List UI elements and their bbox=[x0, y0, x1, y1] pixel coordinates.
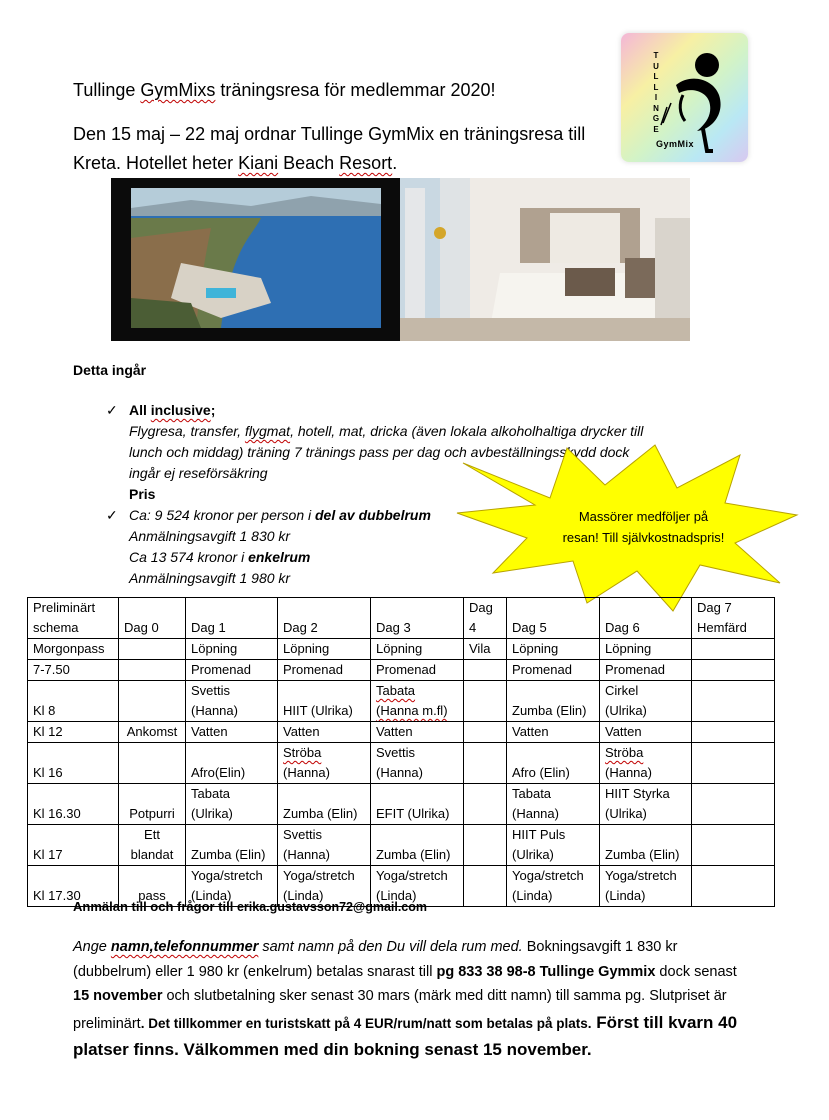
cell-line: Afro (Elin) bbox=[512, 765, 570, 780]
table-cell bbox=[278, 639, 371, 660]
cell-line: Dag 0 bbox=[124, 620, 159, 635]
cell-line bbox=[697, 804, 769, 824]
all-inclusive-title bbox=[129, 400, 746, 421]
booking-paragraph bbox=[73, 935, 753, 1064]
cell-line: Zumba (Elin) bbox=[605, 847, 680, 862]
cell-line bbox=[469, 701, 501, 721]
table-cell bbox=[278, 825, 371, 866]
cell-line: Ett bbox=[144, 827, 160, 842]
table-header-cell bbox=[507, 598, 600, 639]
signup-line bbox=[73, 899, 427, 914]
table-cell bbox=[600, 639, 692, 660]
cell-line: Vatten bbox=[376, 724, 413, 739]
cell-line: Tabata bbox=[512, 786, 552, 801]
cell-line: Löpning bbox=[191, 641, 238, 656]
table-cell bbox=[507, 639, 600, 660]
table-cell bbox=[507, 784, 600, 825]
table-header-cell bbox=[119, 598, 186, 639]
cell-line: Promenad bbox=[283, 662, 343, 677]
booking-text: namn,telefonnummer bbox=[110, 939, 259, 955]
table-row bbox=[28, 639, 775, 660]
logo-letter: G bbox=[652, 114, 660, 123]
table-cell bbox=[692, 660, 775, 681]
table-cell bbox=[28, 825, 119, 866]
table-cell bbox=[371, 722, 464, 743]
table-header-cell bbox=[186, 598, 278, 639]
cell-line bbox=[124, 866, 180, 886]
cell-line: Kl 8 bbox=[33, 703, 56, 718]
cell-line: Morgonpass bbox=[33, 641, 105, 656]
cell-line: (Linda) bbox=[191, 888, 232, 903]
cell-line: Zumba (Elin) bbox=[512, 703, 587, 718]
list-text: ; bbox=[210, 402, 216, 418]
table-cell bbox=[278, 784, 371, 825]
table-cell bbox=[692, 743, 775, 784]
cell-line: (Hanna) bbox=[605, 765, 652, 780]
starburst-text bbox=[536, 506, 751, 548]
registration-fee-double: Anmälningsavgift 1 830 kr bbox=[129, 528, 291, 544]
cell-line: Dag 2 bbox=[283, 620, 318, 635]
cell-line: Promenad bbox=[605, 662, 665, 677]
cell-line: Dag 7 bbox=[697, 600, 732, 615]
cell-line bbox=[697, 763, 769, 783]
cell-line: Ströba bbox=[283, 745, 322, 760]
cell-line: (Linda) bbox=[376, 888, 417, 903]
list-text: flygmat bbox=[244, 423, 291, 439]
table-cell bbox=[278, 681, 371, 722]
booking-text: Ange bbox=[73, 939, 111, 955]
table-cell bbox=[600, 866, 692, 907]
logo-letter: U bbox=[653, 61, 659, 71]
list-text: Ca 13 574 kronor i bbox=[129, 549, 249, 565]
table-cell bbox=[186, 784, 278, 825]
cell-line: Dag bbox=[469, 600, 493, 615]
cell-line: Yoga/stretch bbox=[512, 868, 584, 883]
price-heading: Pris bbox=[129, 486, 156, 502]
cell-line: blandat bbox=[130, 847, 174, 862]
logo-wordmark: GymMix bbox=[656, 139, 695, 149]
cell-line bbox=[33, 866, 113, 886]
included-heading: Detta ingår bbox=[73, 362, 147, 378]
cell-line bbox=[512, 598, 594, 618]
cell-line bbox=[124, 763, 180, 783]
table-cell bbox=[186, 681, 278, 722]
cell-line bbox=[605, 598, 686, 618]
cell-line: Promenad bbox=[191, 662, 251, 677]
hotel-name-part: Resort bbox=[339, 153, 393, 173]
table-cell bbox=[600, 825, 692, 866]
table-row bbox=[28, 681, 775, 722]
tourist-tax-note: . Det tillkommer en turistskatt på 4 EUR/rum/natt som betalas på plats. bbox=[140, 1015, 592, 1031]
closing-note: Först till kvarn 40 platser finns. Välkommen med din bokning senast 15 november. bbox=[73, 1012, 738, 1059]
table-cell bbox=[692, 639, 775, 660]
cell-line bbox=[697, 722, 769, 742]
signup-label: Anmälan till och frågor till bbox=[73, 899, 237, 914]
included-details: ingår ej reseförsäkring bbox=[129, 465, 268, 481]
table-cell bbox=[119, 784, 186, 825]
aerial-resort-photo bbox=[111, 178, 400, 341]
cell-line: Kl 17 bbox=[33, 847, 63, 862]
cell-line: (Linda) bbox=[512, 888, 553, 903]
cell-line: Kl 16 bbox=[33, 765, 63, 780]
table-header-cell bbox=[464, 598, 507, 639]
cell-line bbox=[124, 660, 180, 680]
cell-line: Zumba (Elin) bbox=[376, 847, 451, 862]
intro-paragraph bbox=[73, 120, 633, 178]
table-cell bbox=[186, 639, 278, 660]
table-cell bbox=[119, 639, 186, 660]
logo-letter: L bbox=[653, 82, 659, 92]
cell-line: (Ulrika) bbox=[191, 806, 233, 821]
table-cell bbox=[600, 722, 692, 743]
table-cell bbox=[278, 722, 371, 743]
hotel-photos bbox=[111, 178, 690, 341]
cell-line: Promenad bbox=[376, 662, 436, 677]
hotel-name-part: Beach bbox=[278, 153, 340, 173]
table-cell bbox=[119, 681, 186, 722]
list-text: inclusive bbox=[150, 402, 211, 418]
cell-line: Hemfärd bbox=[697, 620, 747, 635]
table-header-cell bbox=[692, 598, 775, 639]
cell-line: Svettis bbox=[283, 827, 323, 842]
cell-line: Kl 17.30 bbox=[33, 888, 81, 903]
cell-line: Promenad bbox=[512, 662, 572, 677]
included-details: lunch och middag) träning 7 tränings pass per dag och avbeställningsskydd dock bbox=[129, 444, 630, 460]
gymmix-logo bbox=[621, 33, 748, 162]
table-header-cell bbox=[278, 598, 371, 639]
table-cell bbox=[507, 722, 600, 743]
cell-line: Tabata bbox=[376, 683, 416, 698]
cell-line: (Hanna) bbox=[512, 806, 559, 821]
cell-line: Löpning bbox=[605, 641, 652, 656]
cell-line: (Hanna) bbox=[283, 765, 330, 780]
list-text: , hotell, mat, dricka (även lokala alkoholhaltiga drycker till bbox=[290, 423, 644, 439]
cell-line: Potpurri bbox=[129, 806, 175, 821]
table-cell bbox=[186, 743, 278, 784]
table-cell bbox=[464, 681, 507, 722]
table-cell bbox=[28, 681, 119, 722]
table-cell bbox=[464, 722, 507, 743]
cell-line: Vatten bbox=[191, 724, 228, 739]
cell-line bbox=[512, 681, 594, 701]
schedule-table bbox=[27, 597, 775, 907]
cell-line bbox=[283, 681, 365, 701]
booking-text: dock senast bbox=[655, 963, 737, 980]
table-cell bbox=[28, 660, 119, 681]
cell-line: Preliminärt bbox=[33, 600, 96, 615]
table-cell bbox=[371, 681, 464, 722]
cell-line bbox=[124, 598, 180, 618]
cell-line: Yoga/stretch bbox=[283, 868, 355, 883]
cell-line: pass bbox=[138, 888, 166, 903]
table-header-row bbox=[28, 598, 775, 639]
list-text: All bbox=[129, 402, 151, 418]
cell-line: Yoga/stretch bbox=[376, 868, 448, 883]
table-row bbox=[28, 784, 775, 825]
cell-line: Zumba (Elin) bbox=[283, 806, 358, 821]
signup-email[interactable]: erika.gustavsson72@gmail.com bbox=[236, 900, 428, 914]
cell-line bbox=[124, 784, 180, 804]
table-cell bbox=[371, 784, 464, 825]
cell-line: Dag 1 bbox=[191, 620, 226, 635]
cell-line bbox=[469, 804, 501, 824]
cell-line bbox=[469, 722, 501, 742]
cell-line: Löpning bbox=[283, 641, 330, 656]
table-cell bbox=[278, 743, 371, 784]
cell-line bbox=[191, 825, 272, 845]
cell-line bbox=[469, 886, 501, 906]
table-row bbox=[28, 660, 775, 681]
table-cell bbox=[28, 743, 119, 784]
table-cell bbox=[28, 639, 119, 660]
cell-line bbox=[697, 639, 769, 659]
intro-line: Den 15 maj – 22 maj ordnar Tullinge GymMix en träningsresa till bbox=[73, 124, 586, 144]
table-cell bbox=[600, 784, 692, 825]
cell-line: (Hanna m.fl) bbox=[376, 703, 448, 718]
table-cell bbox=[600, 660, 692, 681]
page-title bbox=[73, 80, 496, 101]
title-text: Tullinge bbox=[73, 80, 141, 100]
cell-line: Dag 6 bbox=[605, 620, 640, 635]
cell-line bbox=[376, 784, 458, 804]
cell-line bbox=[124, 701, 180, 721]
table-cell bbox=[692, 681, 775, 722]
cell-line: HIIT Styrka bbox=[605, 786, 670, 801]
cell-line: 4 bbox=[469, 620, 477, 635]
cell-line bbox=[469, 660, 501, 680]
cell-line bbox=[33, 681, 113, 701]
logo-letter: E bbox=[653, 124, 659, 134]
cell-line: Dag 5 bbox=[512, 620, 547, 635]
logo-letter: L bbox=[653, 72, 659, 81]
table-cell bbox=[119, 722, 186, 743]
table-header-cell bbox=[600, 598, 692, 639]
table-cell bbox=[600, 681, 692, 722]
cell-line: Vila bbox=[469, 641, 491, 656]
cell-line: Yoga/stretch bbox=[605, 868, 677, 883]
cell-line: 7-7.50 bbox=[33, 662, 70, 677]
cell-line: schema bbox=[33, 620, 79, 635]
table-cell bbox=[507, 660, 600, 681]
included-details bbox=[129, 421, 746, 442]
cell-line: Ströba bbox=[605, 745, 644, 760]
cell-line: Svettis bbox=[376, 745, 416, 760]
checkmark-icon: ✓ bbox=[106, 507, 118, 523]
cell-line bbox=[469, 763, 501, 783]
cell-line bbox=[283, 784, 365, 804]
cell-line: (Hanna) bbox=[191, 703, 238, 718]
table-cell bbox=[507, 825, 600, 866]
table-cell bbox=[278, 660, 371, 681]
cell-line: Svettis bbox=[191, 683, 231, 698]
cell-line bbox=[33, 825, 113, 845]
table-cell bbox=[692, 722, 775, 743]
table-cell bbox=[692, 784, 775, 825]
cell-line: Löpning bbox=[376, 641, 423, 656]
cell-line: (Ulrika) bbox=[605, 806, 647, 821]
cell-line: Vatten bbox=[605, 724, 642, 739]
postal-giro-number: pg 833 38 98-8 Tullinge Gymmix bbox=[436, 963, 656, 980]
table-cell bbox=[119, 825, 186, 866]
table-cell bbox=[28, 722, 119, 743]
table-cell bbox=[371, 825, 464, 866]
cell-line: Afro(Elin) bbox=[191, 765, 246, 780]
table-cell bbox=[507, 681, 600, 722]
cell-line: (Hanna) bbox=[376, 765, 423, 780]
table-header-cell bbox=[28, 598, 119, 639]
table-row bbox=[28, 743, 775, 784]
intro-text: . bbox=[392, 153, 398, 173]
table-cell bbox=[692, 866, 775, 907]
table-cell bbox=[692, 825, 775, 866]
starburst-line: resan! Till självkostnadspris! bbox=[562, 530, 725, 545]
logo-letter: I bbox=[654, 93, 658, 102]
table-cell bbox=[119, 743, 186, 784]
starburst-line: Massörer medföljer på bbox=[578, 509, 709, 524]
table-cell bbox=[186, 722, 278, 743]
cell-line bbox=[376, 598, 458, 618]
cell-line: HIIT Puls bbox=[512, 827, 566, 842]
table-cell bbox=[464, 743, 507, 784]
table-cell bbox=[186, 660, 278, 681]
cell-line: HIIT (Ulrika) bbox=[283, 703, 353, 718]
booking-text: Bokningsavgift 1 830 kr (dubbelrum) eller 1 980 kr (enkelrum) betalas snarast till bbox=[73, 939, 678, 980]
list-text: del av dubbelrum bbox=[315, 507, 431, 523]
cell-line: Kl 12 bbox=[33, 724, 63, 739]
logo-letter: T bbox=[653, 51, 659, 60]
cell-line: EFIT (Ulrika) bbox=[376, 806, 450, 821]
table-cell bbox=[28, 784, 119, 825]
cell-line bbox=[605, 825, 686, 845]
table-cell bbox=[119, 660, 186, 681]
table-cell bbox=[371, 639, 464, 660]
cell-line bbox=[33, 784, 113, 804]
cell-line bbox=[697, 886, 769, 906]
title-text-end: träningsresa för medlemmar 2020! bbox=[215, 80, 496, 100]
table-row bbox=[28, 722, 775, 743]
table-cell bbox=[464, 660, 507, 681]
table-cell bbox=[371, 660, 464, 681]
cell-line: (Ulrika) bbox=[512, 847, 554, 862]
table-cell bbox=[186, 825, 278, 866]
cell-line: Tabata bbox=[191, 786, 231, 801]
table-cell bbox=[507, 866, 600, 907]
cell-line bbox=[469, 845, 501, 865]
cell-line: Dag 3 bbox=[376, 620, 411, 635]
table-cell bbox=[507, 743, 600, 784]
cell-line bbox=[283, 598, 365, 618]
cell-line bbox=[33, 743, 113, 763]
cell-line: Vatten bbox=[283, 724, 320, 739]
table-header-cell bbox=[371, 598, 464, 639]
cell-line: (Hanna) bbox=[283, 847, 330, 862]
cell-line bbox=[191, 598, 272, 618]
cell-line: Löpning bbox=[512, 641, 559, 656]
cell-line bbox=[124, 639, 180, 659]
list-text: Ca: 9 524 kronor per person i bbox=[129, 507, 315, 523]
title-brand: GymMixs bbox=[140, 80, 216, 100]
logo-letter: N bbox=[653, 103, 659, 113]
hotel-room-photo bbox=[400, 178, 690, 341]
cell-line: Ankomst bbox=[126, 724, 178, 739]
booking-text: och slutbetalning sker senast 30 mars (märk med ditt namn) till samma pg. Slutpriset är preliminärt bbox=[73, 988, 727, 1032]
cell-line bbox=[697, 845, 769, 865]
cell-line bbox=[376, 825, 458, 845]
deadline-date: 15 november bbox=[73, 988, 163, 1004]
table-cell bbox=[464, 639, 507, 660]
cell-line bbox=[697, 701, 769, 721]
cell-line bbox=[697, 660, 769, 680]
cell-line bbox=[512, 743, 594, 763]
cell-line: Cirkel bbox=[605, 683, 639, 698]
cell-line: (Linda) bbox=[605, 888, 646, 903]
cell-line bbox=[191, 743, 272, 763]
table-cell bbox=[464, 784, 507, 825]
table-cell bbox=[464, 866, 507, 907]
checkmark-icon: ✓ bbox=[106, 402, 118, 418]
hotel-name-part: Kiani bbox=[238, 153, 279, 173]
table-cell bbox=[600, 743, 692, 784]
cell-line: Kl 16.30 bbox=[33, 806, 81, 821]
cell-line: Zumba (Elin) bbox=[191, 847, 266, 862]
intro-line bbox=[73, 149, 633, 178]
registration-fee-single: Anmälningsavgift 1 980 kr bbox=[129, 570, 291, 586]
list-text: enkelrum bbox=[248, 549, 311, 565]
table-cell bbox=[464, 825, 507, 866]
cell-line: Yoga/stretch bbox=[191, 868, 263, 883]
list-text: Flygresa, transfer, bbox=[129, 423, 245, 439]
cell-line: (Linda) bbox=[283, 888, 324, 903]
cell-line: Vatten bbox=[512, 724, 549, 739]
table-row bbox=[28, 825, 775, 866]
table-cell bbox=[371, 743, 464, 784]
cell-line: (Ulrika) bbox=[605, 703, 647, 718]
intro-text: Kreta. Hotellet heter bbox=[73, 153, 239, 173]
booking-text: samt namn på den Du vill dela rum med. bbox=[258, 939, 523, 955]
